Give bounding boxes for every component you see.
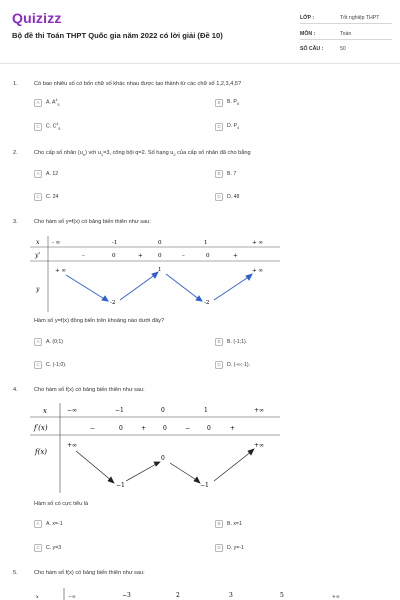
f-value: + ∞ xyxy=(252,268,264,274)
option-label: C. y=3 xyxy=(46,544,62,551)
sign: + xyxy=(233,253,238,259)
sign: – xyxy=(82,253,85,259)
question-5-number: 5. xyxy=(13,570,18,576)
increase-arrow xyxy=(126,463,158,481)
function-label: y xyxy=(36,286,40,293)
question-3-text: Cho hàm số y=f(x) có bảng biến thiên như sau: xyxy=(34,219,151,225)
sign: − xyxy=(90,425,96,432)
derivative-label: y' xyxy=(35,252,41,259)
x-value: 5 xyxy=(280,592,284,599)
arrowhead xyxy=(248,449,254,455)
sign: 0 xyxy=(112,253,116,259)
sign: 0 xyxy=(206,253,210,259)
question-1-text: Có bao nhiêu số có bốn chữ số khác nhau được tạo thành từ các chữ số 1,2,3,4,5? xyxy=(34,81,242,87)
page-header xyxy=(0,0,400,64)
increase-arrow xyxy=(214,451,252,481)
sign: − xyxy=(185,425,191,432)
x-value: −∞ xyxy=(68,595,76,600)
sign: 0 xyxy=(207,425,211,432)
x-value: −3 xyxy=(122,592,131,599)
x-value: 2 xyxy=(176,592,180,599)
x-value: −∞ xyxy=(67,407,78,414)
x-label: x xyxy=(43,407,47,415)
question-5-text: Cho hàm số f(x) có bảng biến thiên như sau: xyxy=(34,570,145,576)
meta-value: Tốt nghiệp THPT xyxy=(340,15,380,21)
option-letter-box: B xyxy=(215,170,223,178)
option-a[interactable] xyxy=(34,98,60,107)
option-label: B. x=1 xyxy=(227,520,242,527)
x-value: 1 xyxy=(204,240,208,246)
sign: + xyxy=(138,253,143,259)
arrowhead xyxy=(154,462,160,466)
x-value: + ∞ xyxy=(252,240,264,246)
f-value: -2 xyxy=(110,300,116,306)
divider xyxy=(300,39,392,40)
decrease-arrow xyxy=(170,463,198,481)
question-4-followup: Hàm số có cực tiểu là xyxy=(34,501,89,507)
option-label: A. x=-1 xyxy=(46,520,63,527)
sign: + xyxy=(230,425,236,432)
derivative-label: f′(x) xyxy=(34,424,48,432)
f-value: 0 xyxy=(161,455,165,462)
option-a[interactable] xyxy=(34,519,63,528)
question-3-followup: Hàm số y=f(x) đồng biến trên khoảng nào dưới đây? xyxy=(34,318,165,324)
option-b[interactable] xyxy=(215,98,239,107)
option-b[interactable] xyxy=(215,169,236,178)
option-label: D. $P_4$ xyxy=(227,122,240,131)
x-value: 3 xyxy=(229,592,233,599)
decrease-arrow xyxy=(66,275,106,300)
option-d[interactable] xyxy=(215,543,244,552)
option-letter-box: D xyxy=(215,544,223,552)
sign: 0 xyxy=(158,253,162,259)
meta-key: MÔN : xyxy=(300,31,316,37)
option-letter-box: D xyxy=(215,123,223,131)
variation-table-4 xyxy=(30,401,280,493)
question-2-number: 2. xyxy=(13,150,18,156)
f-value: + ∞ xyxy=(55,268,67,274)
option-letter-box: A xyxy=(34,99,42,107)
x-value: +∞ xyxy=(254,407,265,414)
arrowhead xyxy=(196,296,202,301)
option-b[interactable] xyxy=(215,519,242,528)
option-letter-box: A xyxy=(34,170,42,178)
option-letter-box: B xyxy=(215,520,223,528)
x-label: x xyxy=(36,595,39,600)
sign: + xyxy=(141,425,147,432)
option-d[interactable] xyxy=(215,360,250,369)
option-letter-box: C xyxy=(34,544,42,552)
option-label: B. $P_5$ xyxy=(227,98,239,107)
option-c[interactable] xyxy=(34,192,58,201)
option-a[interactable] xyxy=(34,337,63,346)
x-value: 0 xyxy=(158,240,162,246)
arrowhead xyxy=(246,274,252,280)
question-4-text: Cho hàm số f(x) có bảng biến thiên như sau: xyxy=(34,387,145,393)
option-letter-box: D xyxy=(215,361,223,369)
meta-key: LỚP : xyxy=(300,15,315,21)
option-letter-box: B xyxy=(215,99,223,107)
option-label: D. 48 xyxy=(227,193,240,200)
option-c[interactable] xyxy=(34,360,66,369)
variation-table-3 xyxy=(30,234,280,312)
x-value: -1 xyxy=(112,240,118,246)
option-label: B. 7 xyxy=(227,170,237,177)
sign: 0 xyxy=(119,425,123,432)
option-letter-box: C xyxy=(34,193,42,201)
option-a[interactable] xyxy=(34,169,58,178)
arrowhead xyxy=(108,477,114,483)
meta-key: SỐ CÂU : xyxy=(300,46,324,52)
option-c[interactable] xyxy=(34,543,61,552)
option-label: A. (0;1) xyxy=(46,338,64,345)
option-label: C. 24 xyxy=(46,193,59,200)
option-letter-box: C xyxy=(34,123,42,131)
increase-arrow xyxy=(214,276,250,300)
x-value: 1 xyxy=(204,407,208,414)
question-2-text: Cho cấp số nhân $(u_n)$ với $u_1=3$, công bội q=2. Số hạng $u_2$ của cấp số nhân đã cho bằng xyxy=(34,150,251,158)
option-d[interactable] xyxy=(215,122,239,131)
option-letter-box: A xyxy=(34,520,42,528)
option-label: A. $A^4_5$ xyxy=(46,98,60,107)
f-value: -2 xyxy=(204,300,210,306)
variation-table-5 xyxy=(30,586,350,600)
x-value: +∞ xyxy=(332,595,340,600)
x-value: −1 xyxy=(115,407,124,414)
x-label: x xyxy=(36,239,40,246)
option-label: B. (-1;1). xyxy=(227,338,248,345)
option-label: A. 12 xyxy=(46,170,59,177)
divider xyxy=(300,23,392,24)
option-b[interactable] xyxy=(215,337,247,346)
sign: – xyxy=(182,253,185,259)
meta-value: 50 xyxy=(340,46,346,52)
page-title: Bộ đề thi Toán THPT Quốc gia năm 2022 có lời giải (Đề 10) xyxy=(12,31,223,40)
option-c[interactable] xyxy=(34,122,60,131)
question-3-number: 3. xyxy=(13,219,18,225)
arrowhead xyxy=(152,272,158,278)
decrease-arrow xyxy=(166,274,200,300)
option-letter-box: B xyxy=(215,338,223,346)
increase-arrow xyxy=(120,274,156,300)
option-letter-box: C xyxy=(34,361,42,369)
function-label: f(x) xyxy=(35,448,48,456)
f-value: −1 xyxy=(116,482,125,489)
f-value: −1 xyxy=(200,482,209,489)
f-value: +∞ xyxy=(67,442,78,449)
f-value: +∞ xyxy=(254,442,265,449)
question-1-number: 1. xyxy=(13,81,18,87)
option-label: C. (-1;0). xyxy=(46,361,67,368)
x-value: 0 xyxy=(161,407,165,414)
arrowhead xyxy=(102,296,108,301)
option-label: D. y=-1 xyxy=(227,544,244,551)
option-d[interactable] xyxy=(215,192,239,201)
option-letter-box: D xyxy=(215,193,223,201)
option-label: C. $C^4_5$ xyxy=(46,122,61,131)
question-4-number: 4. xyxy=(13,387,18,393)
meta-value: Toán xyxy=(340,31,352,37)
option-label: D. (-∞;-1). xyxy=(227,361,251,368)
decrease-arrow xyxy=(76,451,112,481)
sign: 0 xyxy=(163,425,167,432)
arrowhead xyxy=(194,477,200,483)
quizizz-logo: Quizizz xyxy=(12,10,62,26)
x-value: - ∞ xyxy=(52,240,61,246)
option-letter-box: A xyxy=(34,338,42,346)
f-value: 1 xyxy=(158,267,162,273)
